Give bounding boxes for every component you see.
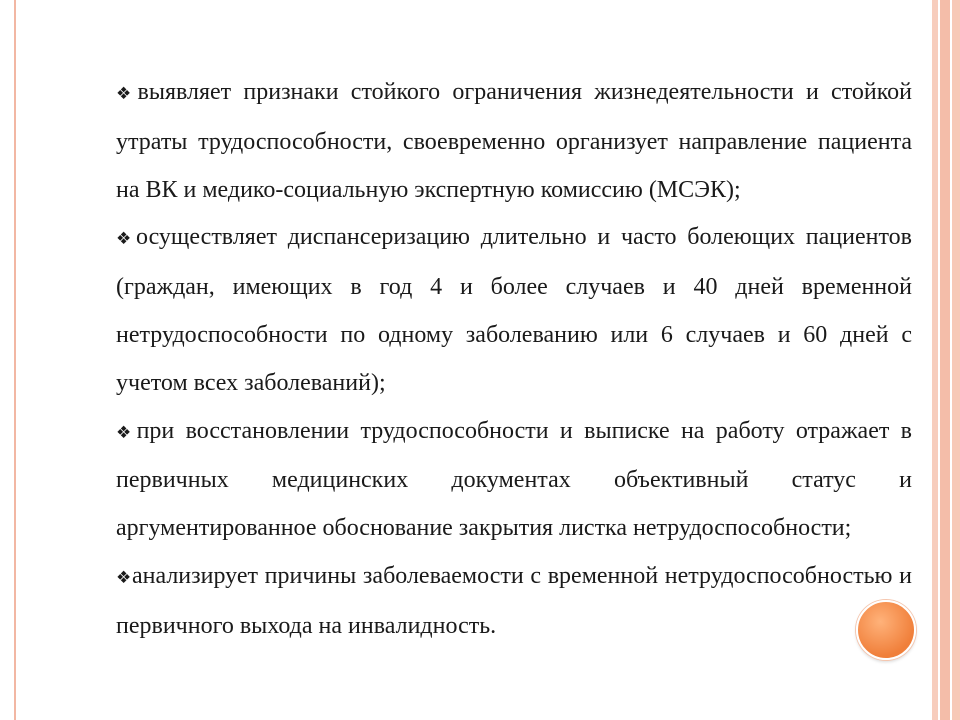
- right-decorative-stripes: [930, 0, 960, 720]
- diamond-bullet-icon: ❖: [116, 422, 137, 443]
- list-item: [63, 553, 912, 651]
- orange-circle-decoration: [856, 600, 916, 660]
- list-item: [63, 408, 912, 553]
- list-item: [63, 69, 912, 214]
- diamond-bullet-icon: ❖: [116, 84, 138, 104]
- list-item-text: при восстановлении трудоспособности и выписке на работу отражает в первичных медицинских документах объективный статус и аргументированное обоснование закрытия листка нетрудоспособности;: [116, 417, 912, 542]
- diamond-bullet-icon: ❖: [116, 567, 132, 588]
- list-item: [63, 214, 912, 407]
- slide-body: [63, 69, 912, 651]
- left-border-line: [14, 0, 16, 720]
- list-item-text: осуществляет диспансеризацию длительно и часто болеющих пациентов (граждан, имеющих в год 4 и более случаев и 40 дней временной нетрудоспособности по одному заболеванию или 6 случаев и 60 дней с учетом всех заболеваний);: [116, 224, 912, 396]
- diamond-bullet-icon: ❖: [116, 229, 136, 250]
- list-item-text: анализирует причины заболеваемости с временной нетрудоспособностью и первичного выхода на инвалидность.: [116, 562, 912, 639]
- list-item-text: выявляет признаки стойкого ограничения жизнедеятельности и стойкой утраты трудоспособности, своевременно организует направление пациента на ВК и медико-социальную экспертную комиссию (МСЭК);: [116, 79, 912, 203]
